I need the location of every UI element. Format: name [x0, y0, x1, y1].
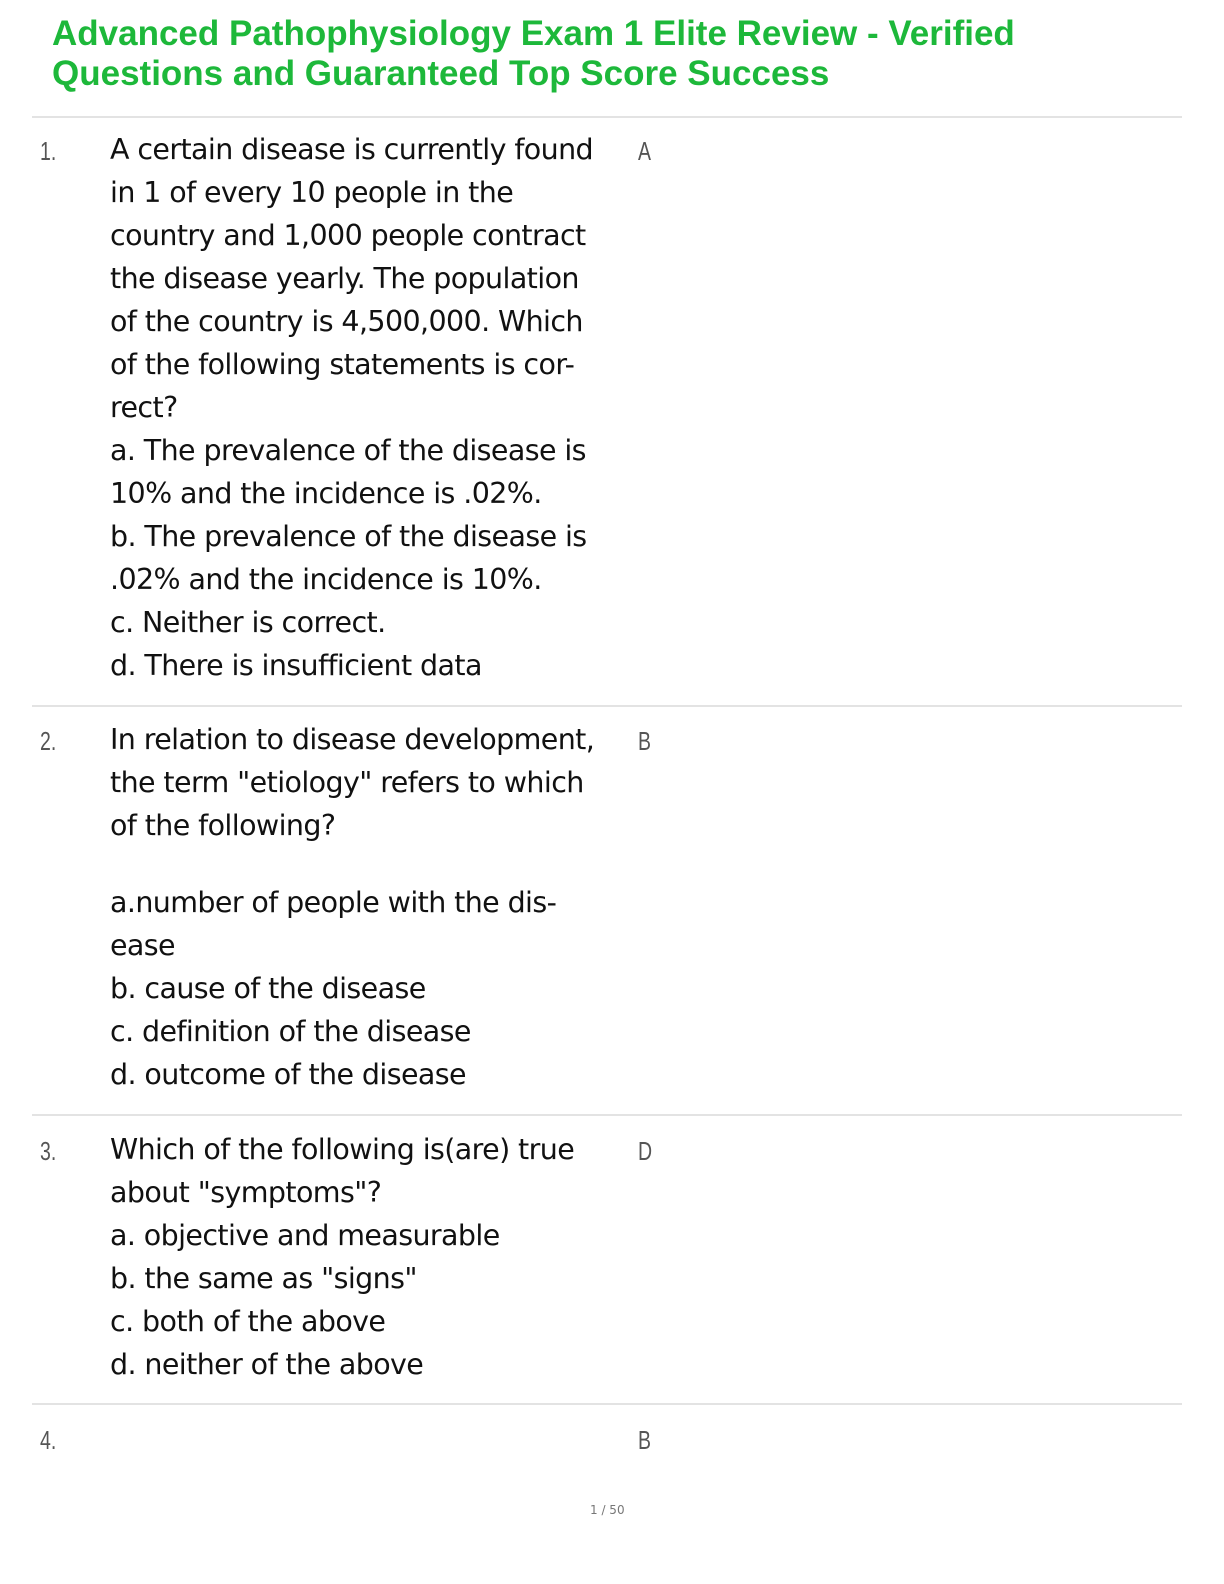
divider: [32, 1114, 1182, 1116]
option-d: d. There is insufficient data: [110, 649, 482, 682]
option-a: a. The prevalence of the disease is: [110, 434, 586, 467]
question-line: In relation to disease development,: [110, 723, 595, 756]
question-text: [110, 128, 630, 687]
option-b: b. the same as "signs": [110, 1262, 417, 1295]
option-a-continued: ease: [110, 929, 175, 962]
question-answer: D: [638, 1136, 653, 1166]
option-d: d. neither of the above: [110, 1348, 424, 1381]
question-line: of the country is 4,500,000. Which: [110, 305, 583, 338]
option-c: c. definition of the disease: [110, 1015, 471, 1048]
question-number: 1.: [40, 136, 57, 166]
title-line-2: Questions and Guaranteed Top Score Success: [52, 54, 830, 93]
question-answer: B: [638, 1425, 652, 1455]
question-line: the disease yearly. The population: [110, 262, 579, 295]
question-number: 3.: [40, 1136, 57, 1166]
option-b: b. The prevalence of the disease is: [110, 520, 587, 553]
question-text: [110, 1128, 630, 1386]
option-a: a. objective and measurable: [110, 1219, 500, 1252]
question-line: A certain disease is currently found: [110, 133, 594, 166]
question-line: rect?: [110, 391, 178, 424]
question-line: in 1 of every 10 people in the: [110, 176, 514, 209]
question-line: Which of the following is(are) true: [110, 1133, 575, 1166]
option-c: c. both of the above: [110, 1305, 386, 1338]
question-text: [110, 718, 630, 1096]
spacer: [110, 847, 630, 881]
question-line: of the following?: [110, 809, 336, 842]
page-number: 1 / 50: [590, 1503, 625, 1517]
divider: [32, 116, 1182, 118]
title-line-1: Advanced Pathophysiology Exam 1 Elite Review - Verified: [52, 14, 1015, 53]
option-c: c. Neither is correct.: [110, 606, 386, 639]
question-line: of the following statements is cor-: [110, 348, 575, 381]
question-line: country and 1,000 people contract: [110, 219, 586, 252]
document-title: [52, 14, 1152, 94]
question-line: about "symptoms"?: [110, 1176, 382, 1209]
divider: [32, 1403, 1182, 1405]
question-number: 2.: [40, 726, 57, 756]
option-a-continued: 10% and the incidence is .02%.: [110, 477, 542, 510]
option-b-continued: .02% and the incidence is 10%.: [110, 563, 542, 596]
option-a: a.number of people with the dis-: [110, 886, 557, 919]
question-line: the term "etiology" refers to which: [110, 766, 584, 799]
divider: [32, 705, 1182, 707]
question-answer: A: [638, 136, 652, 166]
question-number: 4.: [40, 1425, 57, 1455]
option-d: d. outcome of the disease: [110, 1058, 466, 1091]
option-b: b. cause of the disease: [110, 972, 426, 1005]
question-answer: B: [638, 726, 652, 756]
